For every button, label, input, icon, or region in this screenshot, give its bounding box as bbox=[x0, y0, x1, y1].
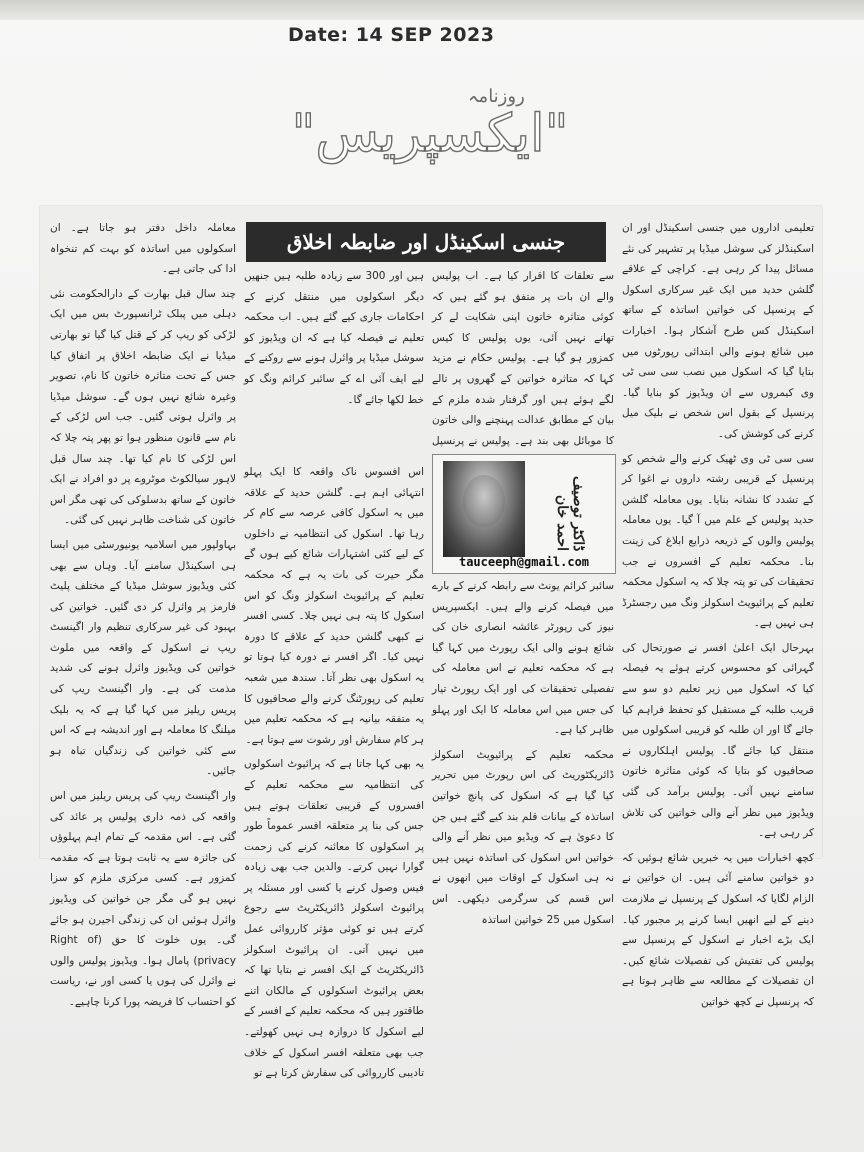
article-column-3 bbox=[244, 266, 424, 446]
masthead-title: "ایکسپریس" bbox=[291, 104, 569, 164]
top-edge-shadow bbox=[0, 0, 864, 20]
paragraph: یہ بھی کہا جاتا ہے کہ پرائیوٹ اسکولوں کی انتظامیہ سے محکمہ تعلیم کے افسروں کے قریبی تعلقات ہوتے ہیں جس کی بنا پر متعلقہ افسر عموماً طور پر اسکولوں کا معائنہ کرنے کی زحمت گوارا نہیں کرتے۔ والدین جب بھی زیادہ فیس وصول کرنے یا کسی اور مسئلہ پر پرائیوٹ اسکولز ڈائریکٹریٹ سے رجوع کرتے ہیں تو کوئی مؤثر کارروائی عمل میں نہیں آتی۔ ان پرائیوٹ اسکولز ڈائریکٹریٹ کے ایک افسر نے بتایا تھا کہ بعض پرائیوٹ اسکولوں کے مالکان اتنے طاقتور ہیں کہ محکمہ تعلیم کے افسر کے لیے اسکول کا دروازہ ہی نہیں کھولتے۔ جب بھی متعلقہ افسر اسکول کے خلاف تادیبی کارروائی کی سفارش کرتا ہے تو bbox=[244, 758, 424, 1080]
author-email: tauceeph@gmail.com bbox=[458, 555, 590, 569]
article-column-4 bbox=[50, 218, 237, 1008]
paragraph: سی سی ٹی وی ٹھیک کرنے والے شخص کو پرنسپل کے قریبی رشتہ داروں نے اغوا کر کے تشدد کا نشانہ بنایا۔ یوں معاملہ گلشن حدید پولیس کے علم میں آ گیا۔ یوں معاملہ پولیس والوں کے ذریعہ ذرایع ابلاغ کی زینت بنا۔ محکمہ تعلیم کے افسروں نے جب تحقیقات کی تو پتہ چلا کہ یہ اسکول محکمہ تعلیم کے پرائیویٹ اسکولز ونگ میں رجسٹرڈ ہی نہیں ہے۔ bbox=[622, 452, 814, 630]
article-headline: جنسی اسکینڈل اور ضابطہ اخلاق bbox=[246, 222, 606, 262]
author-face bbox=[463, 475, 505, 527]
paragraph: سائبر کرائم یونٹ سے رابطہ کرنے کے بارے میں فیصلہ کرنے والے ہیں۔ ایکسپریس نیوز کی رپورٹر عائشہ انصاری خان کی شائع ہونے والی ایک رپورٹ میں کہا گیا ہے کہ محکمہ تعلیم نے اس معاملہ کی تفصیلی تحقیقات کی اور ایک رپورٹ تیار کی جس میں اس معاملہ کا ایک اور پہلو ظاہر کیا ہے۔ bbox=[432, 580, 614, 737]
newspaper-clipping bbox=[40, 206, 822, 1080]
author-box bbox=[432, 454, 616, 574]
paragraph: تعلیمی اداروں میں جنسی اسکینڈل اور ان اسکینڈلز کی سوشل میڈیا پر تشہیر کی نئے مسائل پیدا کر رہی ہے۔ کراچی کے علاقے گلشن حدید میں ایک غیر سرکاری اسکول کے پرنسپل کی خواتین اساتذہ کے ساتھ اسکینڈل کس طرح آشکار ہوا۔ اخبارات میں شائع ہونے والی ابتدائی رپورٹوں میں بتایا گیا کہ اسکول میں نصب سی سی ٹی وی کیمروں سے ان ویڈیوز کو بنایا گیا۔ پرنسپل کے بقول اس شخص نے بلیک میل کرنے کی کوشش کی۔ bbox=[622, 222, 814, 440]
paragraph: محکمہ تعلیم کے پرائیویٹ اسکولز ڈائریکٹوریٹ کی اس رپورٹ میں تحریر کیا گیا ہے کہ اسکول کی پانچ خواتین اساتذہ کے بیانات قلم بند کیے گئے ہیں جن کا دعویٰ ہے کہ ویڈیو میں نظر آنے والی خواتین اس اسکول کی اساتذہ نہیں ہیں نہ ہی اسکول کے اوقات میں انھوں نے اس قسم کی سرگرمی دیکھی۔ اس اسکول میں 25 خواتین اساتذہ bbox=[432, 748, 614, 926]
paragraph: چند سال قبل بھارت کے دارالحکومت نئی دہلی میں پبلک ٹرانسپورٹ بس میں ایک لڑکی کو ریپ کر کے قتل کیا گیا تو بھارتی میڈیا نے ایک ضابطہ اخلاق پر اتفاق کیا جس کے تحت متاثرہ خاتون کا نام، تصویر وغیرہ شائع نہیں ہوں گے۔ سوشل میڈیا پر وائرل ہوتی گئیں۔ جب اس لڑکی کے نام سے قانون منظور ہوا تو پھر پتہ چلا کہ اس لڑکی کا نام کیا تھا۔ چند سال قبل لاہور سیالکوٹ موٹروے پر دو افراد نے ایک خاتون کے ساتھ بدسلوکی کی تھی مگر اس خاتون کی شناخت ظاہر نہیں کی گئی۔ bbox=[50, 287, 236, 527]
author-photo bbox=[443, 461, 525, 557]
paragraph: وار اگینسٹ ریپ کی پریس ریلیز میں اس واقعہ کی ذمہ داری پولیس پر عائد کی گئی ہے۔ اس مقدمہ کے تمام اہم پہلوؤں کی جائزہ سے یہ ثابت ہوتا ہے کہ مقدمہ کمزور ہے۔ کسی مرکزی ملزم کو سزا نہیں ہو گی مگر جن خواتین کی ویڈیوز وائرل ہوئیں ان کی زندگی اجیرن ہو جائے گی۔ یوں خلوت کا حق (Right of privacy) پامال ہوا۔ ویڈیوز پولیس والوں نے وائرل کی ہوں یا کسی اور نے، ریاست کو احتساب کا فریضہ پورا کرنا چاہیے۔ bbox=[50, 790, 237, 1008]
paragraph: بہرحال ایک اعلیٰ افسر نے صورتحال کی گہرائی کو محسوس کرتے ہوئے یہ فیصلہ کیا کہ اسکول میں زیر تعلیم دو سو سے قریب طلبہ کے مستقبل کو تحفظ فراہم کیا جائے گا اور ان طلبہ کو قریبی اسکولوں میں منتقل کیا جائے گا۔ پولیس اہلکاروں نے صحافیوں کو بتایا کہ کوئی متاثرہ خاتون سامنے نہیں آئی۔ پولیس برآمد کی گئی ویڈیوز میں نظر آنے والی خواتین کی تلاش کر رہی ہے۔ bbox=[622, 641, 814, 840]
paragraph: اس افسوس ناک واقعہ کا ایک پہلو انتہائی اہم ہے۔ گلشن حدید کے علاقہ میں یہ اسکول کافی عرصہ سے کام کر رہا تھا۔ اسکول کی انتظامیہ نے داخلوں کے لیے کئی اشتہارات شائع کیے ہوں گے مگر حیرت کی بات یہ ہے کہ محکمہ تعلیم کے پرائیویٹ اسکولز ونگ کو اس اسکول کا پتہ ہی نہیں چلا۔ کسی افسر نے کبھی گلشن حدید کے علاقے کا دورہ نہیں کیا۔ اگر افسر نے دورہ کیا ہوتا تو یہ اسکول بھی نظر آتا۔ سندھ میں شعبہ تعلیم کی رپورٹنگ کرنے والے صحافیوں کا یہ متفقہ بیانیہ ہے کہ محکمہ تعلیم میں ہر کام سفارش اور رشوت سے ہوتا ہے۔ bbox=[244, 466, 424, 746]
paragraph: سے تعلقات کا اقرار کیا ہے۔ اب پولیس والے ان بات پر متفق ہو گئے ہیں کہ کوئی متاثرہ خاتون اپنی شکایت لے کر تھانے نہیں آئی، یوں پولیس کا کیس کمزور ہو گیا ہے۔ پولیس حکام نے مزید کہا کہ متاثرہ خواتین کے گھروں پر تالے لگے ہوئے ہیں اور گرفتار شدہ ملزم کے بیان کے مطابق عدالت پہنچنے والی خاتون کا موبائل بھی بند ہے۔ پولیس نے پرنسپل bbox=[432, 270, 614, 447]
paragraph: ہیں اور 300 سے زیادہ طلبہ ہیں جنھیں دیگر اسکولوں میں منتقل کرنے کے احکامات جاری کیے گئے ہیں۔ اب محکمہ تعلیم نے فیصلہ کیا ہے کہ ان ویڈیوز کو سوشل میڈیا پر وائرل ہونے سے روکنے کے لیے ایف آئی اے کے سائبر کرائم ونگ کو خط لکھا جائے گا۔ bbox=[244, 270, 424, 406]
author-name: ڈاکٹر توصیف احمد خان bbox=[554, 475, 586, 551]
article-column-2 bbox=[432, 266, 614, 447]
article-column-1 bbox=[622, 218, 814, 1008]
date-stamp: Date: 14 SEP 2023 bbox=[288, 24, 495, 46]
paragraph: کچھ اخبارات میں یہ خبریں شائع ہوئیں کہ دو خواتین سامنے آئی ہیں۔ ان خواتین نے الزام لگایا کہ اسکول کے پرنسپل نے ملازمت دینے کے لیے انھیں ایسا کرنے پر مجبور کیا۔ ایک بڑے اخبار نے اسکول کے پرنسپل سے پولیس کی تفتیش کی تفصیلات شائع کیں۔ ان تفصیلات کے مطالعہ سے ظاہر ہوتا ہے کہ پرنسپل نے کچھ خواتین bbox=[622, 851, 814, 1008]
article-column-2-lower bbox=[432, 576, 614, 926]
paragraph: معاملہ داخل دفتر ہو جاتا ہے۔ ان اسکولوں میں اساتذہ کو بہت کم تنخواہ ادا کی جاتی ہے۔ bbox=[50, 222, 236, 276]
paragraph: بہاولپور میں اسلامیہ یونیورسٹی میں ایسا ہی اسکینڈل سامنے آیا۔ وہاں سے بھی کئی ویڈیوز سوشل میڈیا کے مختلف پلیٹ فارمز پر وائرل کر دی گئیں۔ خواتین کی بہبود کی غیر سرکاری تنظیم وار اگینسٹ ریپ نے اسکول کے واقعہ میں ملوث خواتین کی ویڈیوز وائرل ہونے کی شدید مذمت کی ہے۔ وار اگینسٹ ریپ کی پریس ریلیز میں کہا گیا ہے کہ یہ بلیک میلنگ کا معاملہ ہے اور اندیشہ ہے کہ اس سے کئی خواتین کی زندگیاں تباہ ہو جائیں۔ bbox=[50, 538, 236, 778]
masthead-subtitle: روزنامہ bbox=[468, 86, 525, 107]
article-column-3-lower bbox=[244, 462, 424, 1080]
